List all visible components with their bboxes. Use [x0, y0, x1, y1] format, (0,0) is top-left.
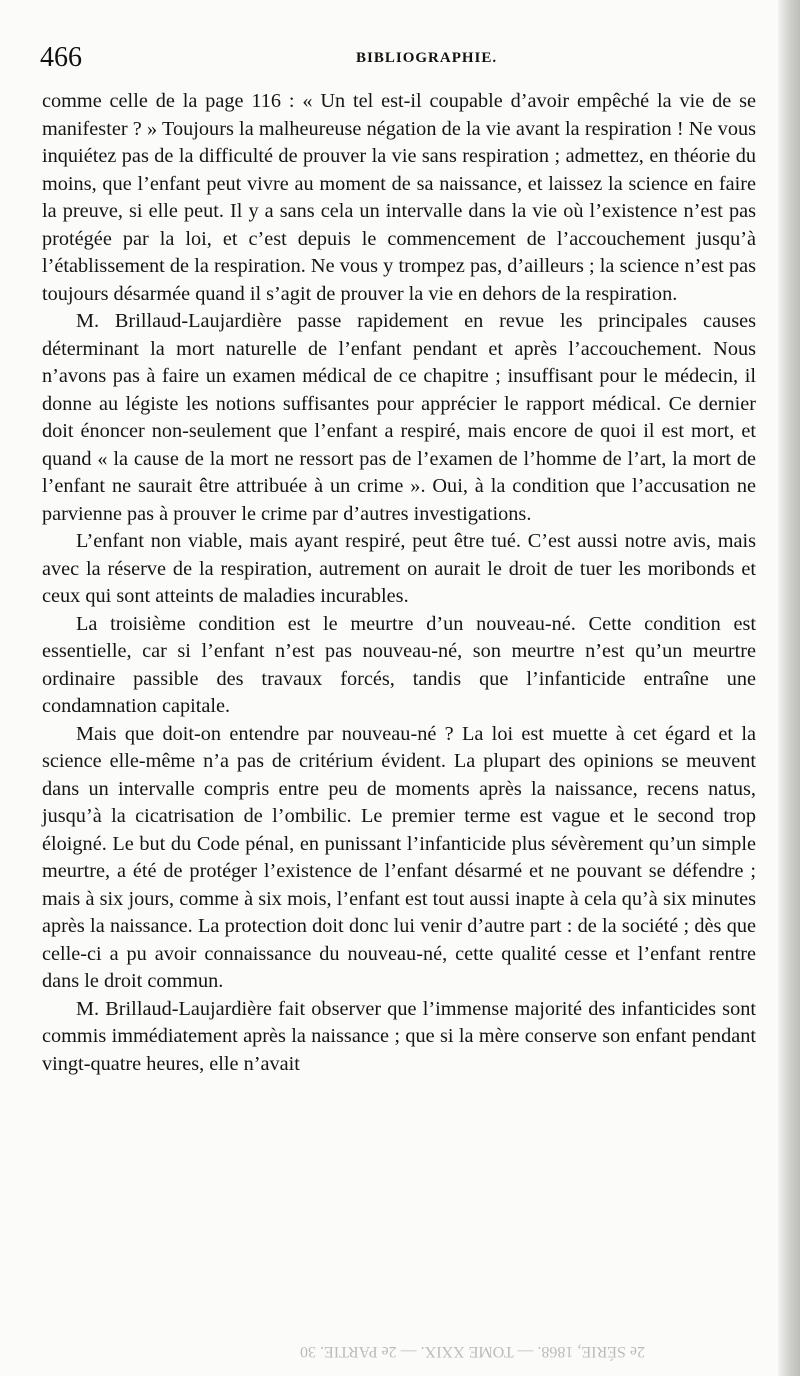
page-edge-shadow — [778, 0, 800, 1376]
paragraph-6: M. Brillaud-Laujardière fait observer que l’immense majorité des infanticides sont commis immédiatement après la naissance ; que si la mère conserve son enfant pendant vingt-quatre heures, elle n’avait — [42, 997, 756, 1075]
page-number: 466 — [40, 42, 82, 73]
running-title: BIBLIOGRAPHIE. — [356, 50, 498, 66]
page-header — [40, 42, 770, 82]
bleed-through-footer: 2e SÉRIE, 1868. — TOME XXIX. — 2e PARTIE. 30 — [300, 1343, 645, 1360]
paragraph-1: comme celle de la page 116 : « Un tel est-il coupable d’avoir empêché la vie de se manifester ? » Toujours la malheureuse négation de la vie avant la respiration ! Ne vous inquiétez pas de la difficulté de prouver la vie sans respiration ; admettez, en théorie du moins, que l’enfant peut vivre au moment de sa naissance, et laissez la science en faire la preuve, si elle peut. Il y a sans cela un intervalle dans la vie où l’existence n’est pas protégée par la loi, et c’est depuis le commencement de l’accouchement jusqu’à l’établissement de la respiration. Ne vous y trompez pas, d’ailleurs ; la science n’est pas toujours désarmée quand il s’agit de prouver la vie en dehors de la respiration. — [42, 90, 756, 305]
paragraph-3: L’enfant non viable, mais ayant respiré, peut être tué. C’est aussi notre avis, mais avec la réserve de la respiration, autrement on aurait le droit de tuer les moribonds et ceux qui sont atteints de maladies incurables. — [42, 530, 756, 607]
paragraph-2: M. Brillaud-Laujardière passe rapidement en revue les principales causes déterminant la mort naturelle de l’enfant pendant et après l’accouchement. Nous n’avons pas à faire un examen médical de ce chapitre ; insuffisant pour le médecin, il donne au légiste les notions suffisantes pour apprécier le rapport médical. Ce dernier doit énoncer non-seulement que l’enfant a respiré, mais encore de quoi il est mort, et quand « la cause de la mort ne ressort pas de l’examen de l’homme de l’art, la mort de l’enfant ne saurait être attribuée à un crime ». Oui, à la condition que l’accusation ne parvienne pas à prouver le crime par d’autres investigations. — [42, 310, 756, 525]
paragraph-4: La troisième condition est le meurtre d’un nouveau-né. Cette condition est essentielle, car si l’enfant n’est pas nouveau-né, son meurtre n’est qu’un meurtre ordinaire passible des travaux forcés, tandis que l’infanticide entraîne une condamnation capitale. — [42, 612, 756, 717]
body-text — [42, 88, 756, 1078]
paragraph-5: Mais que doit-on entendre par nouveau-né ? La loi est muette à cet égard et la science elle-même n’a pas de critérium évident. La plupart des opinions se meuvent dans un intervalle compris entre peu de moments après la naissance, recens natus, jusqu’à la cicatrisation de l’ombilic. Le premier terme est vague et le second trop éloigné. Le but du Code pénal, en punissant l’infanticide plus sévèrement qu’un simple meurtre, a été de protéger l’existence de l’enfant désarmé et ne pouvant se défendre ; mais à six jours, comme à six mois, l’enfant est tout aussi inapte à cela qu’à six minutes après la naissance. La protection doit donc lui venir d’autre part : de la société ; dès que celle-ci a pu avoir connaissance du nouveau-né, cette qualité cesse et l’enfant rentre dans le droit commun. — [42, 722, 756, 992]
